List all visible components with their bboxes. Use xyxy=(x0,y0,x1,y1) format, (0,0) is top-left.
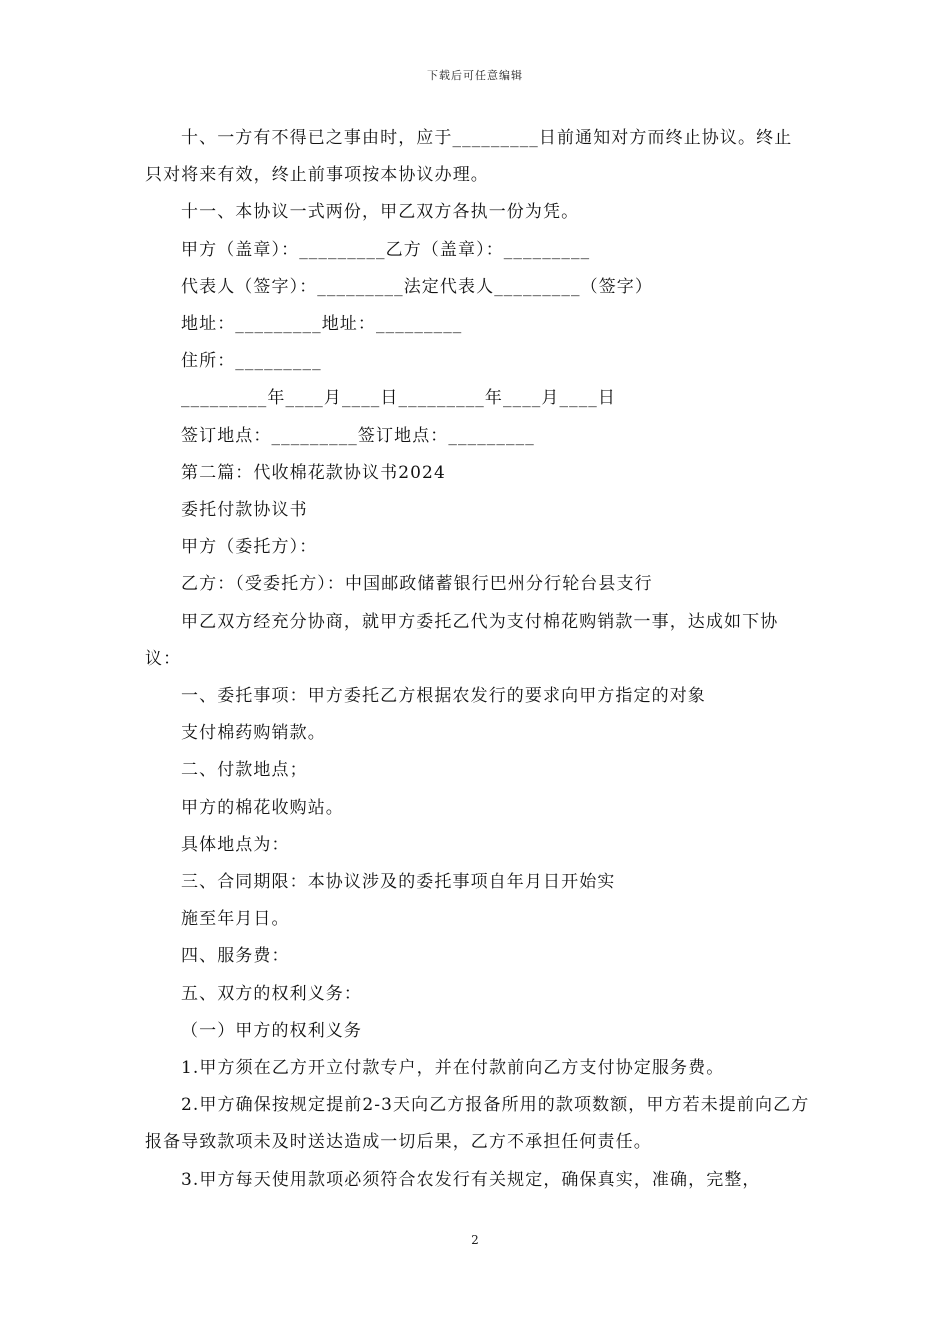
address-line: 地址：_________地址：_________ xyxy=(181,314,463,335)
clause-11-copies: 十一、本协议一式两份，甲乙双方各执一份为凭。 xyxy=(181,202,580,223)
document-body xyxy=(145,120,810,1199)
clause-10-termination: 十、一方有不得已之事由时，应于_________日前通知对方而终止协议。终止只对将来有效，终止前事项按本协议办理。 xyxy=(145,128,793,186)
item-1-entrusted-matter: 一、委托事项：甲方委托乙方根据农发行的要求向甲方指定的对象 xyxy=(181,686,706,707)
rule-2-advance-report: 2.甲方确保按规定提前2-3天向乙方报备所用的款项数额，甲方若未提前向乙方报备导致款项未及时送达造成一切后果，乙方不承担任何责任。 xyxy=(145,1095,810,1153)
agreement-title: 委托付款协议书 xyxy=(181,500,308,521)
party-a-b-seal-line: 甲方（盖章）：_________乙方（盖章）：_________ xyxy=(181,239,591,260)
section-title-part-two: 第二篇：代收棉花款协议书2024 xyxy=(181,462,446,483)
party-b-label: 乙方：（受委托方）：中国邮政储蓄银行巴州分行轮台县支行 xyxy=(181,574,653,595)
rule-3-compliance: 3.甲方每天使用款项必须符合农发行有关规定，确保真实，准确，完整， xyxy=(181,1169,761,1190)
preamble-paragraph: 甲乙双方经充分协商，就甲方委托乙代为支付棉花购销款一事，达成如下协议： xyxy=(145,611,779,669)
party-a-label: 甲方（委托方）： xyxy=(181,537,318,558)
item-1-continuation: 支付棉药购销款。 xyxy=(181,723,326,744)
page-header: 下载后可任意编辑 xyxy=(427,69,523,82)
item-2-station: 甲方的棉花收购站。 xyxy=(181,797,344,818)
representative-signature-line: 代表人（签字）：_________法定代表人_________（签字） xyxy=(181,276,653,297)
rule-1-account: 1.甲方须在乙方开立付款专户，并在付款前向乙方支付协定服务费。 xyxy=(181,1058,725,1079)
subsection-party-a-rights: （一）甲方的权利义务 xyxy=(181,1020,362,1041)
item-4-service-fee: 四、服务费： xyxy=(181,946,290,967)
item-2-payment-location: 二、付款地点； xyxy=(181,760,308,781)
residence-line: 住所：_________ xyxy=(181,351,322,372)
page-number: 2 xyxy=(471,1233,479,1247)
item-3-continuation: 施至年月日。 xyxy=(181,909,290,930)
date-line: _________年____月____日_________年____月____日 xyxy=(181,388,616,409)
item-2-specific-location: 具体地点为： xyxy=(181,834,290,855)
item-5-rights-obligations: 五、双方的权利义务： xyxy=(181,983,362,1004)
item-3-contract-term: 三、合同期限：本协议涉及的委托事项自年月日开始实 xyxy=(181,872,616,893)
signing-place-line: 签订地点：_________签订地点：_________ xyxy=(181,425,535,446)
